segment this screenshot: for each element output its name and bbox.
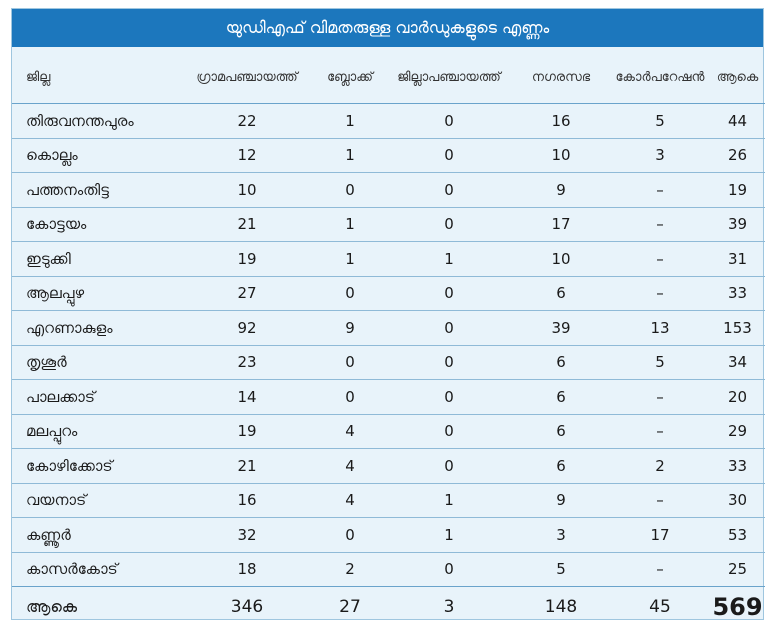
value-cell: 1 [386, 483, 512, 518]
total-value-cell: 3 [386, 587, 512, 627]
table-title: യുഡിഎഫ് വിമതരുള്ള വാർഡുകളുടെ എണ്ണം [12, 9, 763, 47]
value-cell: 0 [314, 518, 386, 553]
value-cell: 25 [710, 552, 765, 587]
table-row [12, 345, 765, 380]
value-cell: 10 [512, 242, 610, 277]
table-panel [11, 8, 764, 620]
value-cell: 153 [710, 311, 765, 346]
value-cell: 16 [512, 104, 610, 139]
value-cell: 26 [710, 138, 765, 173]
value-cell: 31 [710, 242, 765, 277]
total-value-cell: 27 [314, 587, 386, 627]
total-value-cell: 346 [180, 587, 314, 627]
value-cell: – [610, 173, 710, 208]
district-name-cell: ആലപ്പുഴ [12, 276, 180, 311]
value-cell: – [610, 483, 710, 518]
header-row [12, 51, 765, 104]
column-header: ഗ്രാമപഞ്ചായത്ത് [196, 69, 298, 85]
value-cell: – [610, 276, 710, 311]
value-cell: 92 [180, 311, 314, 346]
value-cell: 5 [610, 104, 710, 139]
table-row [12, 483, 765, 518]
value-cell: 39 [512, 311, 610, 346]
value-cell: 19 [180, 242, 314, 277]
value-cell: 44 [710, 104, 765, 139]
table-row [12, 414, 765, 449]
value-cell: 0 [386, 173, 512, 208]
district-name-cell: കോഴിക്കോട് [12, 449, 180, 484]
value-cell: 0 [386, 449, 512, 484]
district-name-cell: കൊല്ലം [12, 138, 180, 173]
value-cell: 0 [386, 414, 512, 449]
value-cell: 19 [710, 173, 765, 208]
table-row [12, 449, 765, 484]
value-cell: 4 [314, 449, 386, 484]
value-cell: 5 [512, 552, 610, 587]
value-cell: 0 [314, 345, 386, 380]
value-cell: – [610, 552, 710, 587]
value-cell: 1 [386, 518, 512, 553]
value-cell: 18 [180, 552, 314, 587]
value-cell: 6 [512, 414, 610, 449]
column-header: ബ്ലോക്ക് [327, 69, 373, 85]
value-cell: 39 [710, 207, 765, 242]
value-cell: 1 [386, 242, 512, 277]
value-cell: 32 [180, 518, 314, 553]
value-cell: 19 [180, 414, 314, 449]
value-cell: 33 [710, 276, 765, 311]
value-cell: 10 [180, 173, 314, 208]
table-row [12, 207, 765, 242]
table-row [12, 242, 765, 277]
grand-total-cell: 569 [710, 587, 765, 627]
value-cell: 0 [314, 276, 386, 311]
value-cell: – [610, 242, 710, 277]
value-cell: 0 [386, 380, 512, 415]
value-cell: 27 [180, 276, 314, 311]
table-row [12, 104, 765, 139]
value-cell: 6 [512, 345, 610, 380]
value-cell: 1 [314, 242, 386, 277]
column-header: ജില്ല [26, 69, 51, 85]
value-cell: 17 [512, 207, 610, 242]
value-cell: 34 [710, 345, 765, 380]
value-cell: 0 [386, 138, 512, 173]
value-cell: 1 [314, 207, 386, 242]
district-name-cell: എറണാകുളം [12, 311, 180, 346]
value-cell: – [610, 207, 710, 242]
column-header: കോർപറേഷൻ [615, 69, 705, 85]
table-row [12, 518, 765, 553]
district-name-cell: തിരുവനന്തപുരം [12, 104, 180, 139]
column-header: ജില്ലാപഞ്ചായത്ത് [397, 69, 501, 85]
value-cell: 6 [512, 380, 610, 415]
value-cell: 9 [314, 311, 386, 346]
value-cell: 0 [386, 311, 512, 346]
value-cell: 5 [610, 345, 710, 380]
district-name-cell: പാലക്കാട് [12, 380, 180, 415]
value-cell: 9 [512, 173, 610, 208]
value-cell: 14 [180, 380, 314, 415]
total-value-cell: 148 [512, 587, 610, 627]
value-cell: 2 [314, 552, 386, 587]
district-name-cell: തൃശൂർ [12, 345, 180, 380]
value-cell: 0 [386, 104, 512, 139]
total-label-cell: ആകെ [12, 587, 180, 627]
district-name-cell: കാസർകോട് [12, 552, 180, 587]
table-row [12, 380, 765, 415]
value-cell: 6 [512, 276, 610, 311]
district-name-cell: കോട്ടയം [12, 207, 180, 242]
value-cell: 29 [710, 414, 765, 449]
total-row [12, 587, 765, 627]
district-name-cell: മലപ്പുറം [12, 414, 180, 449]
value-cell: 16 [180, 483, 314, 518]
value-cell: 1 [314, 104, 386, 139]
value-cell: 4 [314, 483, 386, 518]
district-name-cell: ഇടുക്കി [12, 242, 180, 277]
value-cell: 20 [710, 380, 765, 415]
value-cell: 3 [610, 138, 710, 173]
value-cell: 53 [710, 518, 765, 553]
value-cell: 0 [386, 276, 512, 311]
value-cell: 23 [180, 345, 314, 380]
value-cell: 12 [180, 138, 314, 173]
district-name-cell: പത്തനംതിട്ട [12, 173, 180, 208]
value-cell: 22 [180, 104, 314, 139]
table-row [12, 173, 765, 208]
district-name-cell: കണ്ണൂർ [12, 518, 180, 553]
value-cell: 0 [386, 552, 512, 587]
value-cell: 4 [314, 414, 386, 449]
district-name-cell: വയനാട് [12, 483, 180, 518]
value-cell: 17 [610, 518, 710, 553]
table-body [12, 104, 765, 627]
value-cell: 9 [512, 483, 610, 518]
value-cell: 1 [314, 138, 386, 173]
column-header: നഗരസഭ [531, 69, 591, 85]
value-cell: 30 [710, 483, 765, 518]
value-cell: 0 [314, 173, 386, 208]
value-cell: – [610, 380, 710, 415]
table-row [12, 276, 765, 311]
value-cell: 13 [610, 311, 710, 346]
value-cell: 10 [512, 138, 610, 173]
value-cell: 2 [610, 449, 710, 484]
value-cell: 21 [180, 449, 314, 484]
value-cell: 33 [710, 449, 765, 484]
total-value-cell: 45 [610, 587, 710, 627]
value-cell: 0 [314, 380, 386, 415]
value-cell: 21 [180, 207, 314, 242]
value-cell: 6 [512, 449, 610, 484]
table-row [12, 138, 765, 173]
value-cell: 0 [386, 345, 512, 380]
value-cell: 0 [386, 207, 512, 242]
data-table [12, 51, 765, 627]
table-row [12, 311, 765, 346]
column-header: ആകെ [716, 69, 759, 85]
table-row [12, 552, 765, 587]
value-cell: 3 [512, 518, 610, 553]
value-cell: – [610, 414, 710, 449]
